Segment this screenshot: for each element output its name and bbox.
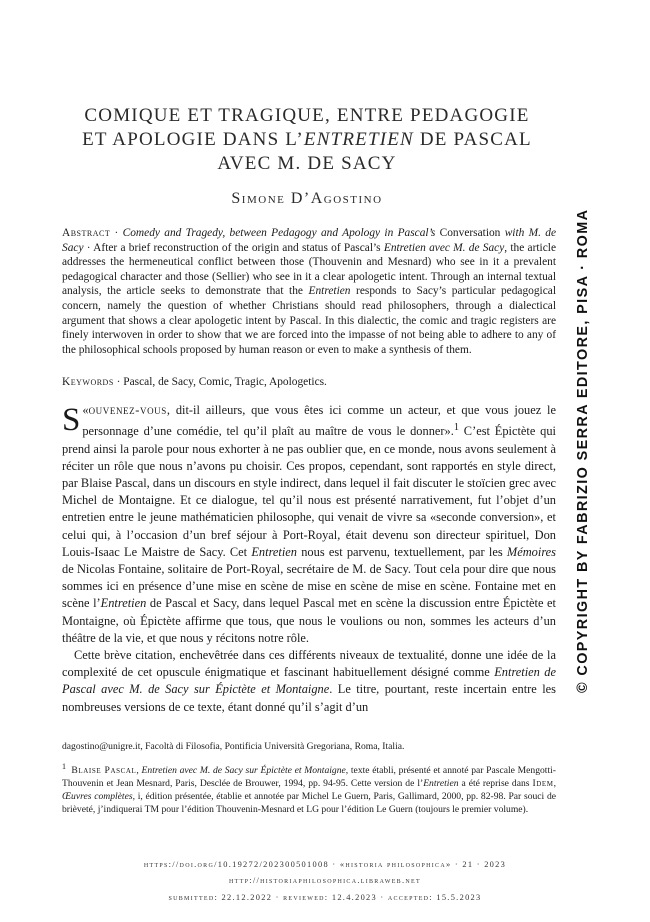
paragraph: « S ouvenez-vous, dit-il ailleurs, que vous êtes ici comme un acteur, et que vous jouez le personnage d’une comédie, tel qu’il plaît au maître de vous le donner».$^1$ C’est Épictète qui prend ainsi la parole pour nous exhorter à ne pas oublier que, en ce monde, nous avons seulement à réciter un rôle que nous n’avons pu choisir. Ces propos, cependant, sont rapportés en style direct, par Blaise Pascal, dans un discours en style indirect, dans lequel il fait discuter le stoïcien grec avec Michel de Montaigne. Et ce dialogue, tel qu’il nous est présenté narrativement, fut l’objet d’un entretien entre le jeune mathématicien philosophe, qui venait de vivre sa «seconde conversion», et celui qui, à l’occasion d’un bref séjour à Port-Royal, était devenu son directeur spirituel, Don Louis-Isaac Le Maistre de Sacy. Cet Entretien nous est parvenu, textuellement, par les Mémoires de Nicolas Fontaine, solitaire de Port-Royal, secrétaire de M. de Sacy. Tout cela pour dire que nous sommes ici en présence d’une mise en scène de mise en scène de mise en scène. Fontaine met en scène l’Entretien de Pascal et Sacy, dans lequel Pascal met en scène la discussion entre Épictète et Montaigne, où Épictète affirme que tous, que nous le voulions ou non, sommes les acteurs d’un théâtre de la vie, et que nous y récitons notre rôle. (62, 402, 556, 645)
article-title (62, 104, 552, 176)
keywords: Keywords · Pascal, de Sacy, Comic, Tragic, Apologetics. (62, 376, 327, 388)
title-line-2: ET APOLOGIE DANS L’ENTRETIEN DE PASCAL (82, 129, 532, 150)
doi-journal-line[interactable]: https://doi.org/10.19272/202300501008 · «historia philosophica» · 21 · 2023 (143, 860, 507, 869)
keywords-label: Keywords (62, 376, 114, 388)
footnote-ref[interactable]: 1 (453, 422, 459, 434)
copyright-notice: © COPYRIGHT BY FABRIZIO SERRA EDITORE, PISA · ROMA (575, 208, 591, 693)
title-line-3: AVEC M. DE SACY (217, 153, 397, 174)
author-affiliation: dagostino@unigre.it, Facoltà di Filosofia, Pontificia Università Gregoriana, Roma, Italia. (62, 741, 405, 752)
abstract: Abstract · Comedy and Tragedy, between Pedagogy and Apology in Pascal’s Conversation with M. de Sacy · After a brief reconstruction of the origin and status of Pascal’s Entretien avec M. de Sacy, the article addresses the hermeneutical conflict between those (Thouvenin and Mesnard) who see in it a prevalent pedagogical character and those (Sellier) who see in it a clear apologetic intent. Through an internal textual analysis, the article seeks to demonstrate that the Entretien responds to Sacy’s particular pedagogical concern, namely the question of whether Christians should read philosophers, through a dialectical argument that shows a clear apologetic intent by Pascal. In this dialectic, the comic and tragic registers are finely interwoven in order to show that we are forced into the impasse of not being able to adhere to any of the philosophical schools proposed by human reason or even to make a synthesis of them. (62, 227, 556, 356)
journal-url[interactable]: http://historiaphilosophica.libraweb.net (229, 876, 421, 885)
author-name: Simone D’Agostino (231, 190, 383, 207)
drop-cap: S (62, 402, 81, 438)
paragraph: Cette brève citation, enchevêtrée dans ces différents niveaux de textualité, donne une idée de la complexité de cet opuscule énigmatique et fascinant habituellement désigné comme Entretien de Pascal avec M. de Sacy sur Épictète et Montaigne. Le titre, pourtant, reste incertain entre les nombreuses versions de ce texte, étant donné qu’il s’agit d’un (62, 647, 556, 714)
submission-dates: submitted: 22.12.2022 · reviewed: 12.4.2023 · accepted: 15.5.2023 (168, 893, 482, 902)
title-line-1: COMIQUE ET TRAGIQUE, ENTRE PEDAGOGIE (84, 105, 530, 126)
abstract-label: Abstract (62, 227, 111, 239)
title-italic-entretien: ENTRETIEN (303, 129, 414, 150)
footnote-1: $^1$ Blaise Pascal, Entretien avec M. de Sacy sur Épictète et Montaigne, texte établi, présenté et annoté par Pascale Mengotti-Thouvenin et Jean Mesnard, Paris, Desclée de Brouwer, 1994, pp. 94-95. Cette version de l’Entretien a été reprise dans Idem, Œuvres complètes, i, édition présentée, établie et annotée par Michel Le Guern, Paris, Gallimard, 2000, pp. 82-98. Par souci de brièveté, j’indiquerai TM pour l’édition Thouvenin-Mesnard et LG pour l’édition Le Guern (toujours le premier volume). (62, 762, 556, 816)
footnote-number: 1 (62, 762, 66, 771)
body-text (62, 402, 556, 716)
